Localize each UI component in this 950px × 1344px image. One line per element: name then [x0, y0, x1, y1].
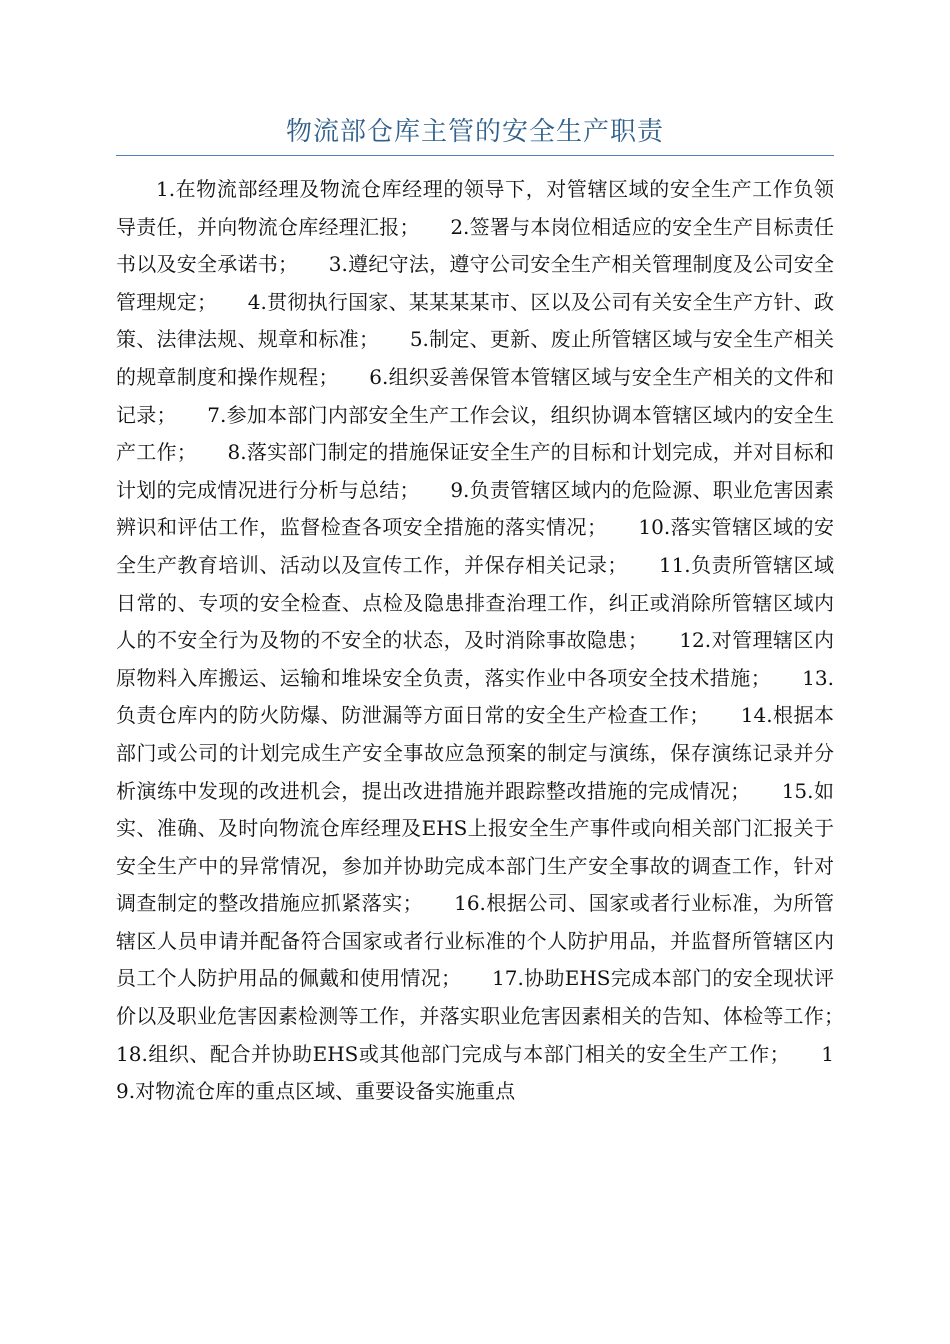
- document-body: 1.在物流部经理及物流仓库经理的领导下，对管辖区域的安全生产工作负领导责任，并向物流仓库经理汇报； 2.签署与本岗位相适应的安全生产目标责任书以及安全承诺书； 3.遵纪守法，遵守公司安全生产相关管理制度及公司安全管理规定； 4.贯彻执行国家、某某某某市、区以及公司有关安全生产方针、政策、法律法规、规章和标准； 5.制定、更新、废止所管辖区域与安全生产相关的规章制度和操作规程； 6.组织妥善保管本管辖区域与安全生产相关的文件和记录； 7.参加本部门内部安全生产工作会议，组织协调本管辖区域内的安全生产工作； 8.落实部门制定的措施保证安全生产的目标和计划完成，并对目标和计划的完成情况进行分析与总结； 9.负责管辖区域内的危险源、职业危害因素辨识和评估工作，监督检查各项安全措施的落实情况； 10.落实管辖区域的安全生产教育培训、活动以及宣传工作，并保存相关记录； 11.负责所管辖区域日常的、专项的安全检查、点检及隐患排查治理工作，纠正或消除所管辖区域内人的不安全行为及物的不安全的状态，及时消除事故隐患； 12.对管理辖区内原物料入库搬运、运输和堆垛安全负责，落实作业中各项安全技术措施； 13.负责仓库内的防火防爆、防泄漏等方面日常的安全生产检查工作； 14.根据本部门或公司的计划完成生产安全事故应急预案的制定与演练，保存演练记录并分析演练中发现的改进机会，提出改进措施并跟踪整改措施的完成情况； 15.如实、准确、及时向物流仓库经理及EHS上报安全生产事件或向相关部门汇报关于安全生产中的异常情况，参加并协助完成本部门生产安全事故的调查工作，针对调查制定的整改措施应抓紧落实； 16.根据公司、国家或者行业标准，为所管辖区人员申请并配备符合国家或者行业标准的个人防护用品，并监督所管辖区内员工个人防护用品的佩戴和使用情况； 17.协助EHS完成本部门的安全现状评价以及职业危害因素检测等工作，并落实职业危害因素相关的告知、体检等工作； 18.组织、配合并协助EHS或其他部门完成与本部门相关的安全生产工作； 19.对物流仓库的重点区域、重要设备实施重点: [116, 177, 874, 1104]
- title-underline: [116, 155, 834, 156]
- document-title: 物流部仓库主管的安全生产职责: [285, 117, 664, 147]
